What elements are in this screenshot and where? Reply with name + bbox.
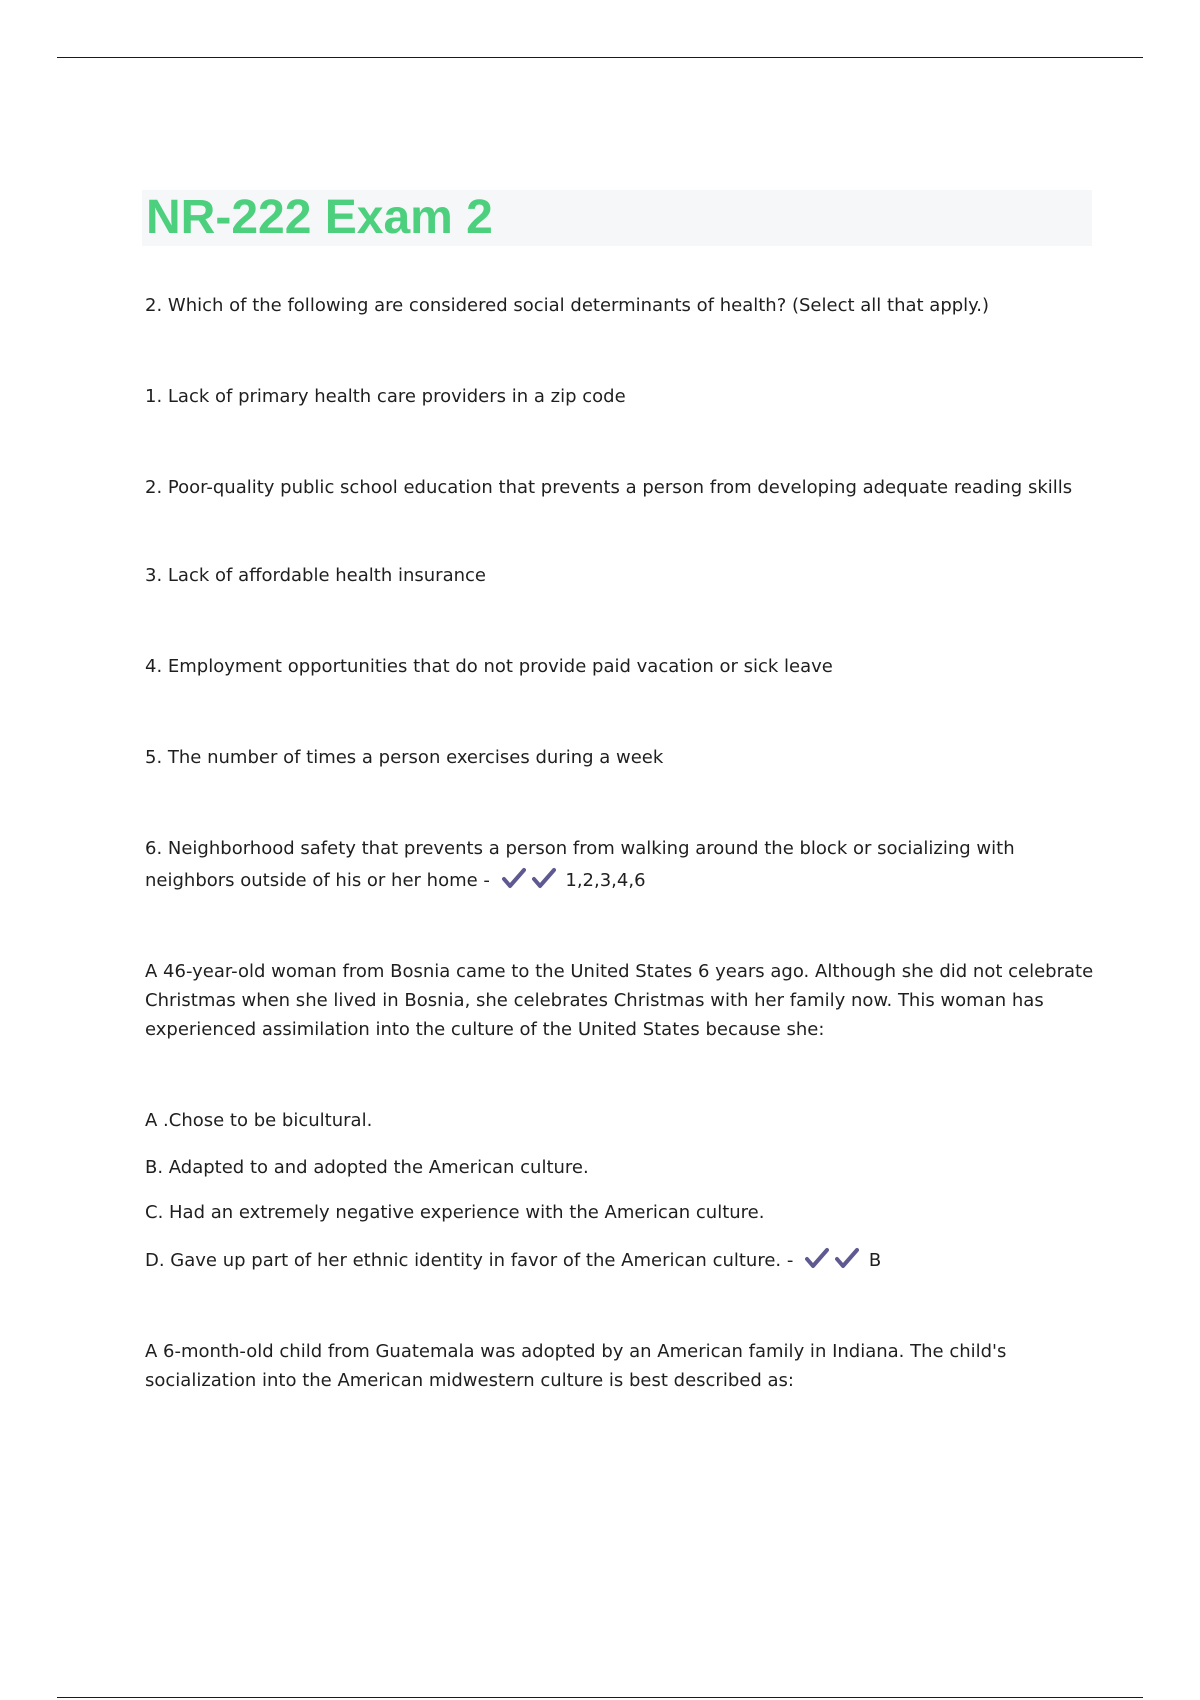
- question-1-prompt: 2. Which of the following are considered social determinants of health? (Select all that apply.): [145, 295, 989, 316]
- question-1-option-5: 5. The number of times a person exercises during a week: [145, 747, 664, 768]
- check-icon: [805, 1247, 829, 1269]
- question-1-option-2: 2. Poor-quality public school education that prevents a person from developing adequate reading skills: [145, 477, 1073, 498]
- question-1-answer: 1,2,3,4,6: [565, 870, 646, 891]
- question-3-prompt: A 6-month-old child from Guatemala was adopted by an American family in Indiana. The child's socialization into the American midwestern culture is best described as:: [145, 1341, 1007, 1391]
- check-icon: [502, 867, 526, 889]
- question-1-option-6-text: neighbors outside of his or her home -: [145, 870, 490, 891]
- question-1-option-6-continuation: [145, 866, 646, 896]
- document-title: NR-222 Exam 2: [146, 191, 493, 244]
- check-icon: [532, 867, 556, 889]
- question-2-option-d: [145, 1246, 881, 1276]
- question-1-option-3: 3. Lack of affordable health insurance: [145, 565, 486, 586]
- check-icon: [835, 1247, 859, 1269]
- question-2-prompt: A 46-year-old woman from Bosnia came to the United States 6 years ago. Although she did not celebrate Christmas when she lived in Bosnia, she celebrates Christmas with her family now. This woman has experienced assimilation into the culture of the United States because she:: [145, 961, 1094, 1040]
- question-1-option-4: 4. Employment opportunities that do not provide paid vacation or sick leave: [145, 656, 833, 677]
- question-2-option-b: B. Adapted to and adopted the American culture.: [145, 1157, 589, 1178]
- question-2-answer: B: [868, 1250, 882, 1271]
- question-1-option-6: 6. Neighborhood safety that prevents a person from walking around the block or socializing with: [145, 838, 1015, 859]
- question-2-option-a: A .Chose to be bicultural.: [145, 1110, 373, 1131]
- question-1-option-1: 1. Lack of primary health care providers in a zip code: [145, 386, 626, 407]
- bottom-rule: [57, 1697, 1143, 1698]
- top-rule: [57, 57, 1143, 58]
- question-2-option-c: C. Had an extremely negative experience with the American culture.: [145, 1202, 765, 1223]
- answer-checkmarks: [502, 867, 556, 889]
- answer-checkmarks: [805, 1247, 859, 1269]
- question-2-option-d-text: D. Gave up part of her ethnic identity in favor of the American culture. -: [145, 1250, 794, 1271]
